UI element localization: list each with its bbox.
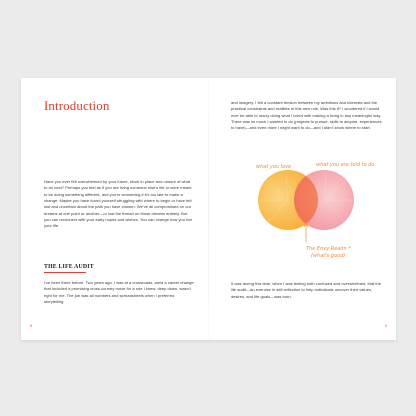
section-heading: THE LIFE AUDIT [44, 264, 94, 270]
book-gutter [208, 78, 209, 340]
right-bottom-paragraph: It was during this time, when I was feeling both confused and overwhelmed, that the life audit—an exercise in self-reflection to help individuals uncover their values, desires, and life goals—was born. [231, 281, 382, 299]
audit-paragraph: I've been there before. Two years ago, I was at a crossroads, amid a career change that included a promising cross-country move for a role I knew, deep down, wasn't right for me. The job was all numbers and spreadsheets when I preferred storytelling [44, 280, 194, 305]
chapter-heading: Introduction [44, 98, 110, 113]
page-number-right: 9 [385, 324, 387, 328]
venn-label-left: what you love [256, 164, 292, 170]
venn-label-bottom: The Envy Realm * [306, 246, 351, 252]
right-top-paragraph: and imagery. I felt a constant tension between my ambitions and interests and the practical constraints and realities of this new role. Was this it? I wondered if I would ever be able to marry doing what I loved with making a living in any meaningful way. There was so much I wanted to do (projects to pursue, skills to acquire, experiences to have)—and even more I might want to do—and I didn't know where to start. [231, 100, 382, 131]
page-number-left: 8 [30, 324, 32, 328]
venn-label-bottom-sub: (what's good) [311, 253, 346, 259]
venn-label-right: what you are told to do [316, 162, 375, 168]
book-spread [21, 78, 396, 340]
section-underline [44, 272, 86, 273]
venn-diagram [246, 160, 386, 264]
intro-paragraph: Have you ever felt overwhelmed by your future, stuck in place and unsure of what to do next? Perhaps you feel as if you are living someone else's life or were meant to be doing something different, and you're wondering if it's too late to make a change. Maybe you have found yourself struggling with where to begin or have felt lost and uncertain about the path you have chosen. We've all compromised on our dreams at one point or another—or lost the thread on those dreams entirely. But you can reconnect with your early hopes and wishes. You can change how you live your life. [44, 179, 193, 229]
